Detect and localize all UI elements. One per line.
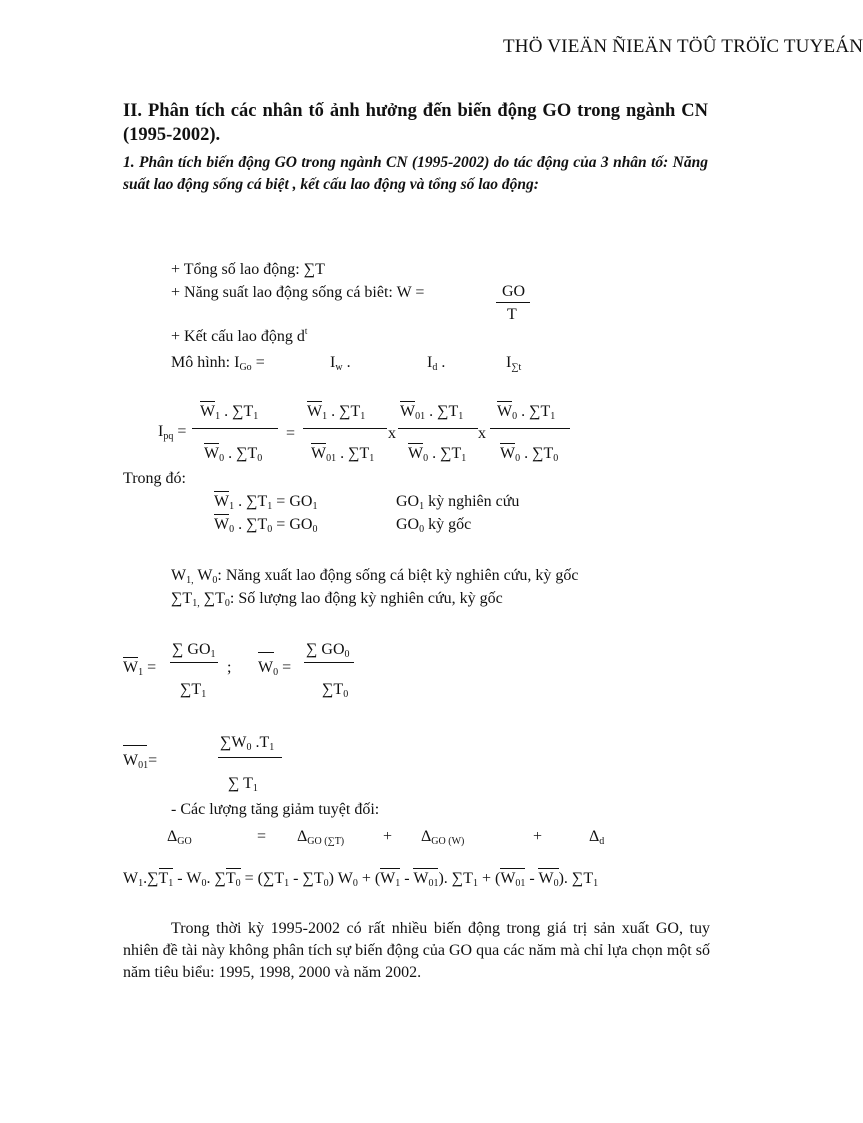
delta-go-w: $\Delta_{GO (W)}$ — [421, 828, 465, 847]
delta-d: $\Delta_d$ — [589, 828, 605, 847]
frac1-den: $W_0$ . $\sum T_0$ — [204, 445, 263, 464]
fraction-bar — [303, 428, 387, 429]
t-description: $\sum T_{1,}$ $\sum T_0$: Số lượng lao động kỳ nghiên cứu, kỳ gốc — [171, 590, 503, 609]
w0-label: $W_0$ = — [258, 659, 292, 678]
frac1-num: $W_1$ . $\sum T_1$ — [200, 403, 259, 422]
w1-den: $\sum T_1$ — [180, 681, 207, 700]
go0-description: $GO_0$ kỳ gốc — [396, 516, 472, 535]
equals-sign: = — [257, 828, 267, 845]
fraction-bar — [490, 428, 570, 429]
times-sign: x — [478, 425, 486, 442]
semicolon: ; — [227, 659, 232, 676]
frac2-den: $W_{01}$ . $\sum T_1$ — [311, 445, 375, 464]
fraction-bar — [304, 662, 354, 663]
w-description: $W_{1,}$ $W_0$: Năng xuất lao động sống cá biệt kỳ nghiên cứu, kỳ gốc — [171, 567, 579, 586]
overline-mark — [123, 745, 147, 746]
section-heading: II. Phân tích các nhân tố ảnh hưởng đến biến động GO trong ngành CN (1995-2002). — [123, 101, 708, 145]
factor-total-labor: + Tổng số lao động: ∑T — [171, 261, 325, 278]
subsection-heading: 1. Phân tích biến động GO trong ngành CN (1995-2002) do tác động của 3 nhân tố: Năng suất lao động sống cá biệt , kết cấu lao động và tổng số lao động: — [123, 154, 708, 193]
model-iw: $I_w$ . — [330, 354, 351, 373]
library-header: THÖ VIEÄN ÑIEÄN TÖÛ TRÖÏC TUYEÁN — [503, 36, 863, 57]
delta-go: $\Delta_{GO}$ — [167, 828, 192, 847]
w01-den: ∑ $T_1$ — [228, 775, 258, 794]
decomposition-equation: $W_1.\sum T_1 - W_0$. $\sum T_0 = (\sum T_1 - \sum T_0) W_0 + (W_1 - W_{01})$. $\sum T_1 + (W_{01} - W_0)$. $\sum T_1$ — [123, 870, 599, 889]
plus-sign: + — [533, 828, 543, 845]
w01-label: $W_{01}=$ — [123, 752, 158, 771]
fraction-bar — [496, 302, 530, 303]
frac3-den: $W_0$ . $\sum T_1$ — [408, 445, 467, 464]
where-label: Trong đó: — [123, 470, 186, 487]
w01-num: $\sum W_0$ $.T_1$ — [220, 734, 275, 753]
go1-description: $GO_1$ kỳ nghiên cứu — [396, 493, 520, 512]
frac4-den: $W_0$ . $\sum T_0$ — [500, 445, 559, 464]
w1-num: ∑ $GO_1$ — [172, 641, 216, 660]
delta-go-t: $\Delta_{GO (\sum T)}$ — [297, 828, 345, 847]
factor-productivity: + Năng suất lao động sống cá biêt: W = — [171, 284, 425, 301]
frac4-num: $W_0$ . $\sum T_1$ — [497, 403, 556, 422]
fraction-bar — [398, 428, 478, 429]
fraction-bar — [218, 757, 282, 758]
plus-sign: + — [383, 828, 393, 845]
factor-structure: + Kết cấu lao động $d^t$ — [171, 326, 308, 345]
w-numerator: GO — [502, 283, 526, 300]
w0-num: ∑ $GO_0$ — [306, 641, 350, 660]
overline-mark — [258, 652, 274, 653]
frac3-num: $W_{01}$ . $\sum T_1$ — [400, 403, 464, 422]
equals-sign: = — [286, 425, 296, 442]
model-isigma: $I_{\sum t}$ — [506, 354, 522, 373]
model-line: Mô hình: $I_{Go}$ = — [171, 354, 265, 373]
go1-definition: $W_1$ . $\sum T_1 = GO_1$ — [214, 493, 318, 512]
times-sign: x — [388, 425, 396, 442]
w0-den: $\sum T_0$ — [322, 681, 349, 700]
closing-paragraph: Trong thời kỳ 1995-2002 có rất nhiều biến động trong giá trị sản xuất GO, tuy nhiên đề tài này không phân tích sự biến động của GO qua các năm mà chỉ lựa chọn một số năm tiêu biểu: 1995, 1998, 2000 và năm 2002. — [123, 920, 710, 981]
model-id: $I_d$ . — [427, 354, 446, 373]
w-denominator: T — [507, 306, 517, 323]
go0-definition: $W_0$ . $\sum T_0 = GO_0$ — [214, 516, 318, 535]
w1-label: $W_1$ = — [123, 659, 157, 678]
frac2-num: $W_1$ . $\sum T_1$ — [307, 403, 366, 422]
fraction-bar — [170, 662, 218, 663]
fraction-bar — [192, 428, 278, 429]
ipq-label: $I_{pq}$ = — [158, 423, 187, 442]
delta-heading: - Các lượng tăng giảm tuyệt đối: — [171, 801, 380, 818]
